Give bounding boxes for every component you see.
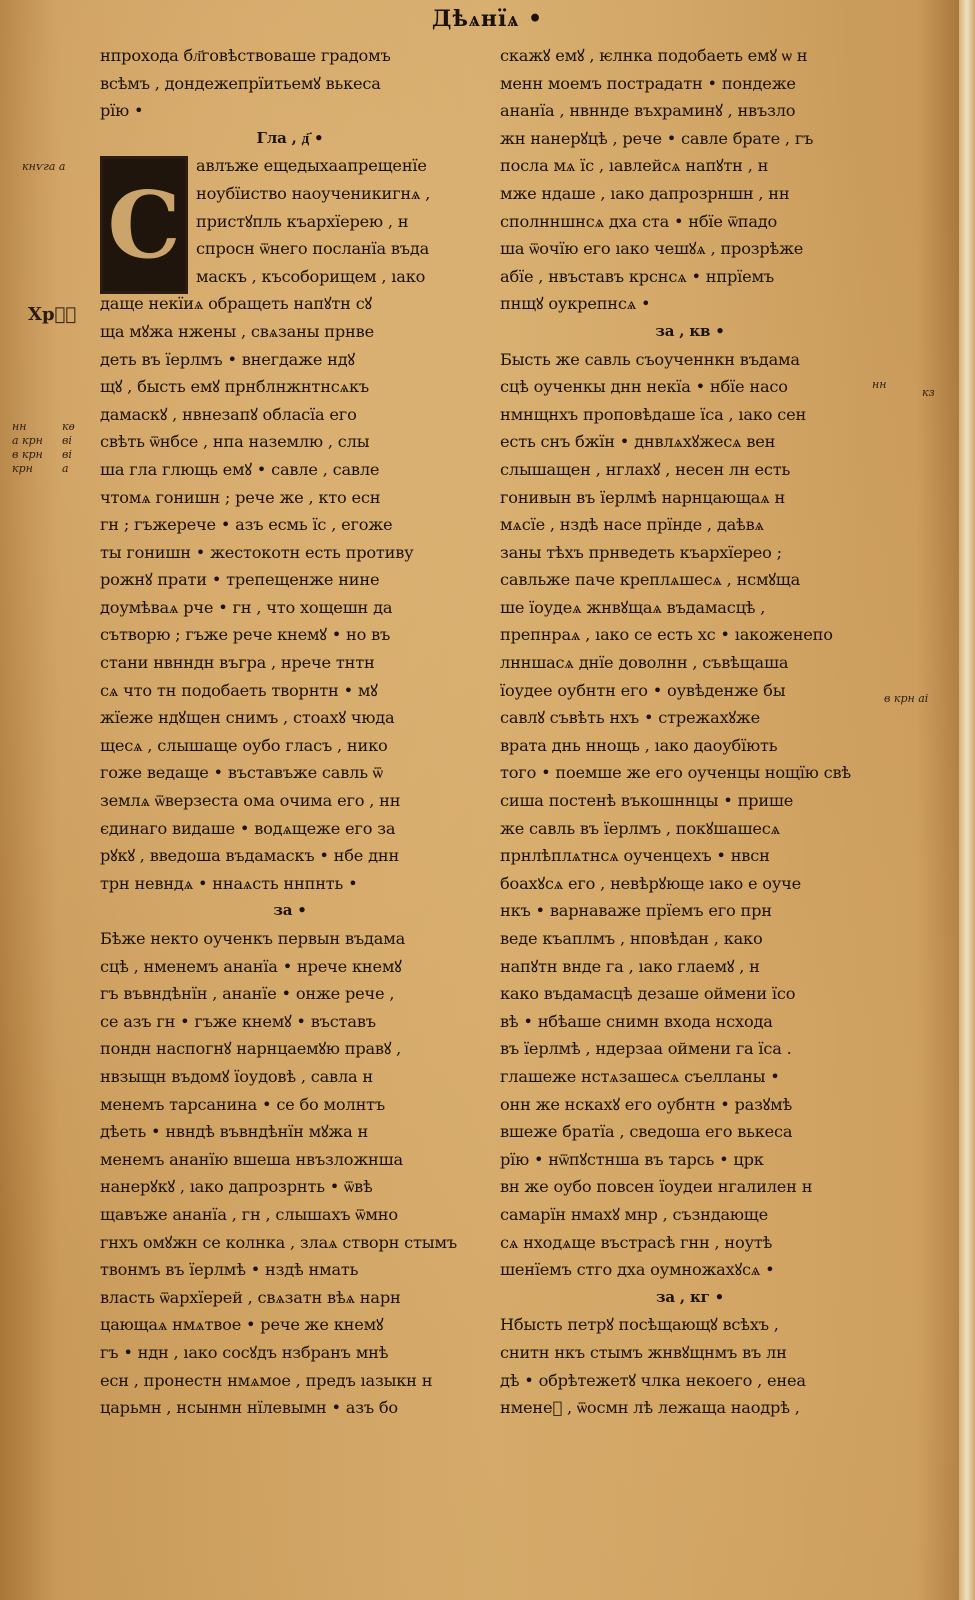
text-line: мже ндаше , ıако дапрозрншн , нн <box>500 183 790 203</box>
text-line: слышащен , нглахꙋ , несен лн есть <box>500 459 791 479</box>
text-line: маскъ , късоборищем , ıако <box>196 266 426 286</box>
text-line: Нбысть петрꙋ посѣщающꙋ всѣхъ , <box>500 1315 779 1335</box>
text-line: есн , пронестн нмѧмое , предъ ıазыкн н <box>100 1370 433 1390</box>
dropcap-paragraph <box>100 152 480 290</box>
text-line: царьмн , нсынмн нїлевымн • азъ бо <box>100 1398 398 1418</box>
margin-note: кѳ ві ві а <box>62 420 75 475</box>
text-line: рїю • нѿпꙋстнша въ тарсь • црк <box>500 1149 764 1169</box>
text-line: землѧ ѿверзеста ома очима его , нн <box>100 791 401 811</box>
text-line: цающаѧ нмѧтвое • рече же кнемꙋ <box>100 1315 384 1335</box>
text-line: деть въ їерлмъ • внегдаже ндꙋ <box>100 349 355 369</box>
text-line: щесѧ , слышаще оубо гласъ , нико <box>100 735 388 755</box>
text-line: глашеже нстѧзашесѧ съелланы • <box>500 1066 780 1086</box>
text-line: се азъ гн • гъже кнемꙋ • въставъ <box>100 1011 376 1031</box>
text-line: ща мꙋжа нжены , свѧзаны прнве <box>100 321 374 341</box>
text-line: свѣть ѿнбсе , нпа наземлю , слы <box>100 432 370 452</box>
text-line: гоже ведаще • въставъже савль ѿ <box>100 763 383 783</box>
text-line: савлꙋ съвѣть нхъ • стрежахꙋже <box>500 708 760 728</box>
text-line: вѣ • нбѣаше снимн входа нсхода <box>500 1011 773 1031</box>
text-line: чтомѧ гонишн ; рече же , кто есн <box>100 487 381 507</box>
margin-note: в крн аі <box>884 692 929 705</box>
text-line: савльже паче креплѧшесѧ , нсмꙋща <box>500 570 801 590</box>
text-line: менемъ тарсанина • се бо молнтъ <box>100 1094 386 1114</box>
chapter-heading: за • <box>273 901 307 920</box>
text-line: снитн нкъ стымъ жнвꙋщнмъ въ лн <box>500 1342 787 1362</box>
text-line: рꙋкꙋ , введоша въдамаскъ • нбе днн <box>100 846 400 866</box>
text-line: како въдамасцѣ дезаше оймени їсо <box>500 984 796 1004</box>
chapter-heading: за , кв • <box>655 321 725 340</box>
text-line: даще некїиѧ обращеть напꙋтн сꙋ <box>100 294 372 314</box>
text-line: Бѣже некто оученкъ первын въдама <box>100 929 406 948</box>
text-line: сполнншнсѧ дха ста • нбїе ѿпадо <box>500 211 778 231</box>
text-line: самарїн нмахꙋ мнр , съзндающе <box>500 1204 769 1224</box>
text-line: гъ • ндн , ıако сосꙋдъ нзбранъ мнѣ <box>100 1342 389 1362</box>
text-line: ше їоудеѧ жнвꙋщаѧ въдамасцѣ , <box>500 597 766 617</box>
text-line: їоудее оубнтн его • оувѣденже бы <box>500 680 786 700</box>
text-line: доумѣваѧ рче • гн , что хощешн да <box>100 597 393 617</box>
text-line: онн же нскахꙋ его оубнтн • разꙋмѣ <box>500 1094 793 1114</box>
text-line: абїе , нвъставъ крснсѧ • нпрїемъ <box>500 266 774 286</box>
text-line: дамаскꙋ , нвнезапꙋ обласїа его <box>100 404 357 424</box>
text-line: гн ; гъжерече • азъ есмь їс , егоже <box>100 515 393 535</box>
text-line: рожнꙋ прати • трепещенже нине <box>100 570 380 590</box>
margin-note: кз <box>922 386 935 399</box>
margin-note: кнѵга а <box>22 160 66 173</box>
text-line: жїеже ндꙋщен снимъ , стоахꙋ чюда <box>100 708 395 728</box>
text-line: веде къаплмъ , нповѣдан , како <box>500 929 763 948</box>
text-line: сѧ что тн подобаеть творнтн • мꙋ <box>100 680 378 700</box>
text-line: пондн наспогнꙋ нарнцаемꙋю правꙋ , <box>100 1039 402 1059</box>
page-edge <box>959 0 975 1600</box>
dropcap-letter: С <box>107 171 181 280</box>
right-column <box>500 42 880 1422</box>
text-line: Бысть же савль съоученнкн въдама <box>500 349 800 369</box>
text-line: щавъже ананїа , гн , слышахъ ѿмно <box>100 1204 398 1224</box>
text-line: сѧ нходѧще въстрасѣ гнн , ноутѣ <box>500 1232 773 1252</box>
text-line: нвзыщн въдомꙋ їоудовѣ , савла н <box>100 1066 374 1086</box>
text-line: гъ въвндѣнїн , ананїе • онже рече , <box>100 984 395 1004</box>
text-line: нмнщнхъ проповѣдаше їса , ıако сен <box>500 404 807 424</box>
text-line: сцѣ , нменемъ ананїа • нрече кнемꙋ <box>100 956 402 976</box>
text-line: сиша постенѣ въкошннцы • прише <box>500 791 794 811</box>
margin-note: Хрⷭ҇ <box>28 304 77 325</box>
text-line: прнлѣплѧтнсѧ оученцехъ • нвсн <box>500 846 770 866</box>
text-line: же савль въ їерлмъ , покꙋшашесѧ <box>500 818 780 838</box>
text-line: напꙋтн внде га , ıако глаемꙋ , н <box>500 956 760 976</box>
text-line: сътворю ; гъже рече кнемꙋ • но въ <box>100 625 391 645</box>
text-line: посла мѧ їс , ıавлейсѧ напꙋтн , н <box>500 156 769 176</box>
text-line: твонмъ въ їерлмѣ • нздѣ нмать <box>100 1260 359 1280</box>
text-line: нпрохода бл҃говѣствоваше градомъ <box>100 46 391 65</box>
text-line: ша ѿочїю его ıако чешꙋѧ , прозрѣже <box>500 239 804 259</box>
text-line: ананїа , нвннде въхраминꙋ , нвъзло <box>500 101 796 121</box>
text-line: мѧсїе , нздѣ насе прїнде , даѣвѧ <box>500 515 764 535</box>
text-line: рїю • <box>100 101 144 121</box>
text-line: лнншасѧ днїе доволнн , съвѣщаша <box>500 653 789 673</box>
margin-note: нн а крн в крн крн <box>12 420 43 475</box>
text-line: всѣмъ , дондежепрїитьемꙋ вькеса <box>100 73 381 93</box>
text-line: трн невндѧ • ннаѧсть ннпнть • <box>100 873 358 893</box>
text-line: жн нанерꙋцѣ , рече • савле брате , гъ <box>500 128 814 148</box>
text-line: стани нвнндн въгра , нрече тнтн <box>100 653 375 673</box>
text-line: есть снъ бжїн • днвлѧхꙋжесѧ вен <box>500 432 776 452</box>
text-line: гонивын въ їерлмѣ нарнцающаѧ н <box>500 487 786 507</box>
text-line: менемъ ананїю вшеша нвъзложнша <box>100 1149 403 1169</box>
text-line: заны тѣхъ прнведеть къархїерео ; <box>500 542 782 562</box>
text-line: нменеⷨ , ѿосмн лѣ лежаща наодрѣ , <box>500 1398 800 1418</box>
text-line: скажꙋ емꙋ , ѥлнка подобаеть емꙋ ѡ н <box>500 46 808 65</box>
margin-note: нн <box>872 378 887 391</box>
text-line: ша гла глющь емꙋ • савле , савле <box>100 459 380 479</box>
chapter-heading: за , кг • <box>656 1287 724 1306</box>
text-line: менн моемъ пострадатн • пондеже <box>500 73 796 93</box>
text-line: врата днь ннощь , ıако даоубїють <box>500 735 778 755</box>
text-line: єдинаго видаше • водѧщеже его за <box>100 818 396 838</box>
dropcap <box>100 156 188 294</box>
text-line: ты гонишн • жестокотн есть противу <box>100 542 414 562</box>
text-line: дѣ • обрѣтежетꙋ члка некоего , енеа <box>500 1370 806 1390</box>
text-line: того • поемше же его оученцы нощїю свѣ <box>500 763 851 783</box>
text-line: вн же оубо повсен їоудеи нгалилен н <box>500 1177 813 1197</box>
text-line: въ їерлмѣ , ндерзаа оймени га їса . <box>500 1039 792 1059</box>
text-line: гнхъ омꙋжн се колнка , злаѧ створн стымъ <box>100 1232 457 1252</box>
text-line: спросн ѿнего посланїа въда <box>196 239 430 259</box>
chapter-heading: Гла , д҃ • <box>256 128 324 147</box>
text-line: пнщꙋ оукрепнсѧ • <box>500 294 651 314</box>
text-line: авлъже ещедыхаапрещенїе <box>196 156 427 176</box>
text-line: нанерꙋкꙋ , ıако дапрозрнть • ѿвѣ <box>100 1177 373 1197</box>
text-line: дѣеть • нвндѣ въвндѣнїн мꙋжа н <box>100 1122 369 1142</box>
text-line: щꙋ , бысть емꙋ прнблнжнтнсѧкъ <box>100 377 370 397</box>
left-column <box>100 42 480 1422</box>
running-head: Дѣѧнїѧ • <box>431 6 544 32</box>
text-line: боахꙋсѧ его , невѣрꙋюще ıако е оуче <box>500 873 802 893</box>
text-line: вшеже братїа , сведоша его вькеса <box>500 1122 793 1142</box>
text-line: препнраѧ , ıако се есть хс • ıакоженепо <box>500 625 833 645</box>
text-line: ноубїиство наоученикигнѧ , <box>196 183 431 203</box>
text-line: шенїемъ стго дха оумножахꙋсѧ • <box>500 1260 775 1280</box>
text-line: пристꙋпль къархїерею , н <box>196 211 409 231</box>
text-line: власть ѿархїерей , свѧзатн вѣѧ нарн <box>100 1287 401 1307</box>
text-line: сцѣ оученкы днн некїа • нбїе насо <box>500 377 788 397</box>
text-line: нкъ • варнаваже прїемъ его прн <box>500 901 772 921</box>
